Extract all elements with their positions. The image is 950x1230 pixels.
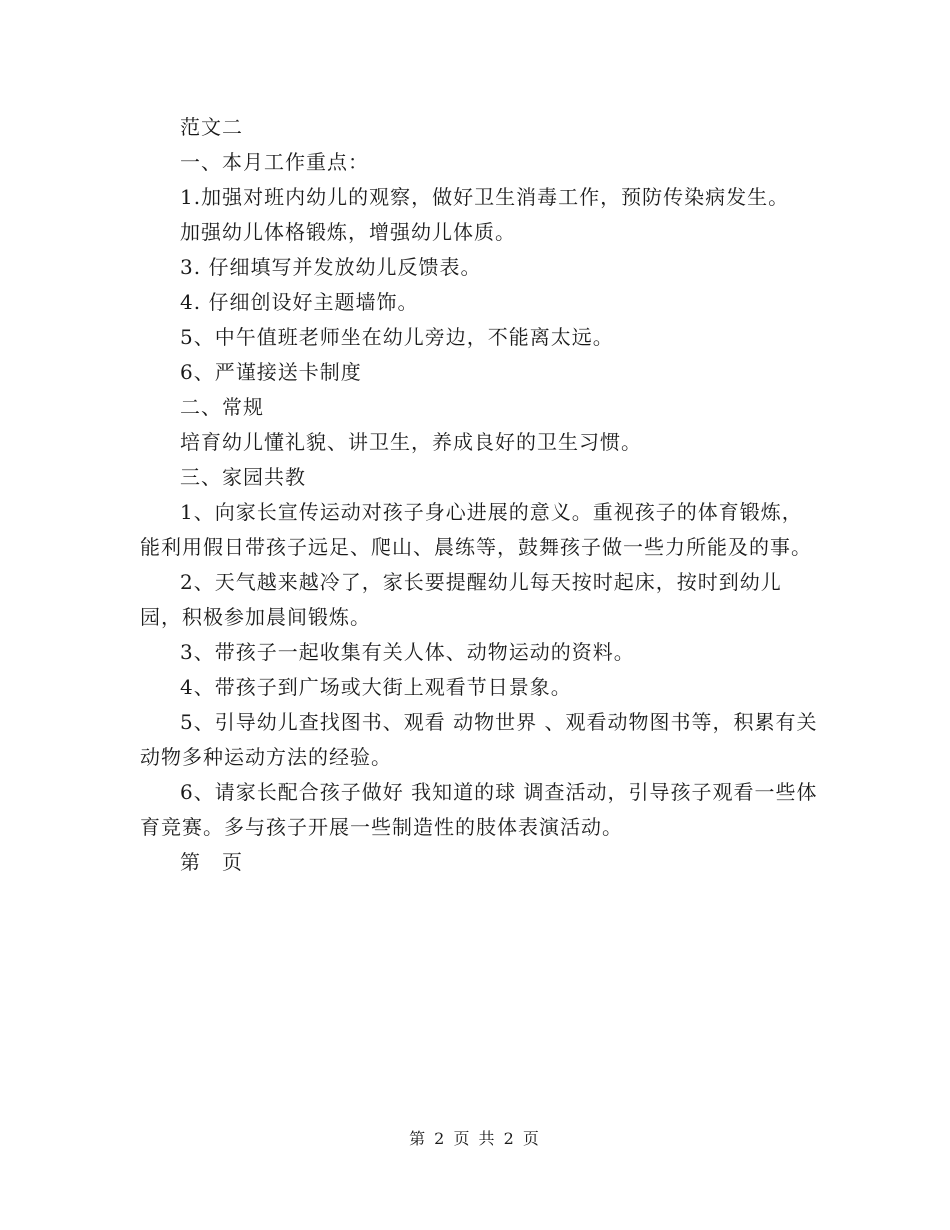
paragraph: 6、严谨接送卡制度 bbox=[180, 360, 362, 384]
paragraph: 2、天气越来越冷了，家长要提醒幼儿每天按时起床，按时到幼儿园，积极参加晨间锻炼。 bbox=[140, 570, 782, 629]
paragraph: 加强幼儿体格锻炼，增强幼儿体质。 bbox=[180, 220, 516, 244]
inline-page-marker: 第 页 bbox=[180, 850, 243, 874]
paragraph: 3、带孩子一起收集有关人体、动物运动的资料。 bbox=[180, 640, 635, 664]
paragraph: 4. 仔细创设好主题墙饰。 bbox=[180, 290, 419, 314]
section-heading-3: 三、家园共教 bbox=[180, 465, 306, 489]
page-footer: 第 2 页 共 2 页 bbox=[409, 1129, 541, 1148]
paragraph: 1.加强对班内幼儿的观察，做好卫生消毒工作，预防传染病发生。 bbox=[180, 185, 790, 209]
section-heading-2: 二、常规 bbox=[180, 395, 264, 419]
paragraph: 4、带孩子到广场或大街上观看节日景象。 bbox=[180, 675, 572, 699]
section-heading-1: 一、本月工作重点： bbox=[180, 150, 369, 174]
paragraph: 3. 仔细填写并发放幼儿反馈表。 bbox=[180, 255, 482, 279]
paragraph: 1、向家长宣传运动对孩子身心进展的意义。重视孩子的体育锻炼，能利用假日带孩子远足、爬山、晨练等，鼓舞孩子做一些力所能及的事。 bbox=[140, 500, 812, 559]
paragraph: 5、中午值班老师坐在幼儿旁边，不能离太远。 bbox=[180, 325, 614, 349]
doc-heading: 范文二 bbox=[180, 115, 243, 139]
document-body bbox=[140, 110, 820, 880]
paragraph: 5、引导幼儿查找图书、观看 动物世界 、观看动物图书等，积累有关动物多种运动方法的经验。 bbox=[140, 710, 818, 769]
paragraph: 培育幼儿懂礼貌、讲卫生，养成良好的卫生习惯。 bbox=[180, 430, 642, 454]
paragraph: 6、请家长配合孩子做好 我知道的球 调查活动，引导孩子观看一些体育竞赛。多与孩子开展一些制造性的肢体表演活动。 bbox=[140, 780, 818, 839]
